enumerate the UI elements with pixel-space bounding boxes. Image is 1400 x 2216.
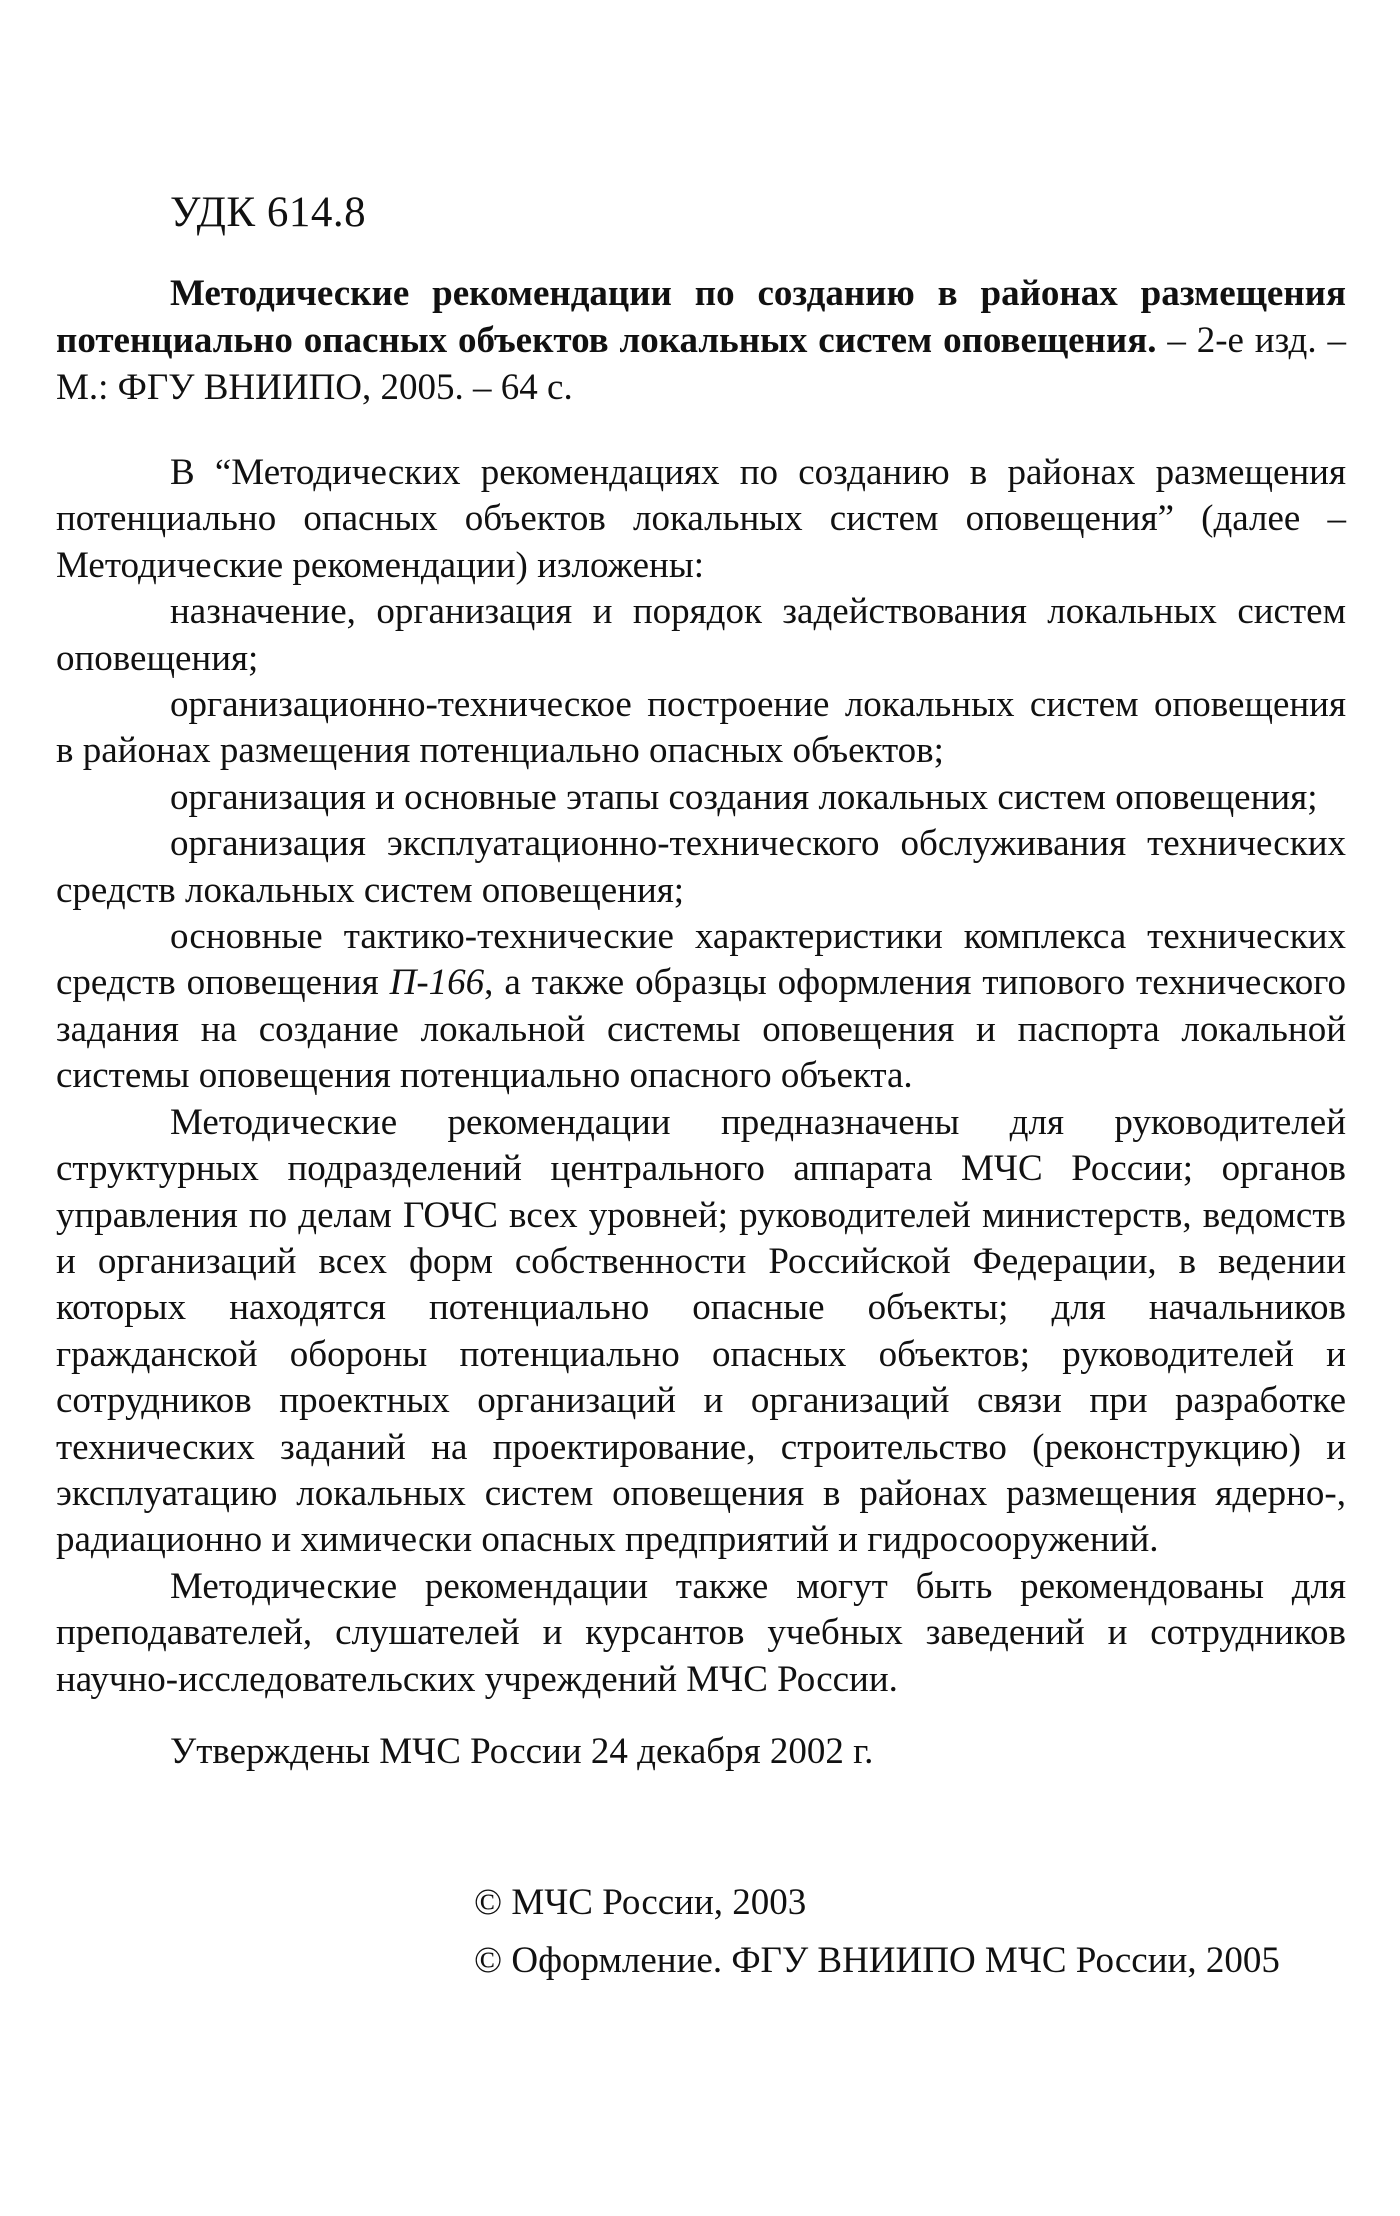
approval-note: Утверждены МЧС России 24 декабря 2002 г.	[170, 1731, 874, 1772]
copyright-line: © МЧС России, 2003	[474, 1882, 807, 1923]
bibliographic-entry	[56, 270, 1346, 411]
bibliographic-record	[56, 270, 1346, 411]
copyright-block	[474, 1874, 1280, 1990]
list-item-text: , а также образцы оформления типового технического задания на создание локальной системы оповещения и паспорта локальной системы оповещения потенциально опасного объекта.	[56, 962, 1346, 1097]
device-code: П-166	[389, 962, 485, 1004]
list-item-text: основные тактико-технические характеристики комплекса технических средств оповещения	[56, 916, 1346, 1004]
bibliographic-title: Методические рекомендации по созданию в районах размещения потенциально опасных объектов локальных систем оповещения.	[56, 273, 1346, 361]
annotation-list-item: организационно-техническое построение локальных систем оповещения в районах размещения потенциально опасных объектов;	[56, 684, 1346, 772]
copyright-line: © Оформление. ФГУ ВНИИПО МЧС России, 2005	[474, 1940, 1280, 1981]
annotation-list-item: организация эксплуатационно-технического обслуживания технических средств локальных систем оповещения;	[56, 823, 1346, 911]
annotation-intro: В “Методических рекомендациях по созданию в районах размещения потенциально опасных объектов локальных систем оповещения” (далее – Методические рекомендации) изложены:	[56, 452, 1346, 586]
additional-audience-paragraph: Методические рекомендации также могут быть рекомендованы для преподавателей, слушателей и курсантов учебных заведений и сотрудников научно-исследовательских учреждений МЧС России.	[56, 1565, 1346, 1700]
document-page	[56, 0, 1346, 2216]
audience-paragraph: Методические рекомендации предназначены для руководителей структурных подразделений центрального аппарата МЧС России; органов управления по делам ГОЧС всех уровней; руководителей министерств, ведомств и организаций всех форм собственности Российской Федерации, в ведении которых находятся потенциально опасные объекты; для начальников гражданской обороны потенциально опасных объектов; руководителей и сотрудников проектных организаций и организаций связи при разработке технических заданий на проектирование, строительство (реконструкцию) и эксплуатацию локальных систем оповещения в районах размещения ядерно-, радиационно и химически опасных предприятий и гидросооружений.	[56, 1101, 1346, 1561]
bibliographic-imprint: – 2-е изд. – М.: ФГУ ВНИИПО, 2005. – 64 с.	[56, 320, 1346, 408]
annotation-list-item: назначение, организация и порядок задействования локальных систем оповещения;	[56, 591, 1346, 679]
udk-code: УДК 614.8	[170, 189, 367, 236]
annotation-list-item: организация и основные этапы создания локальных систем оповещения;	[170, 776, 1318, 818]
annotation-list-item	[56, 914, 1346, 1100]
annotation	[56, 450, 1346, 1703]
